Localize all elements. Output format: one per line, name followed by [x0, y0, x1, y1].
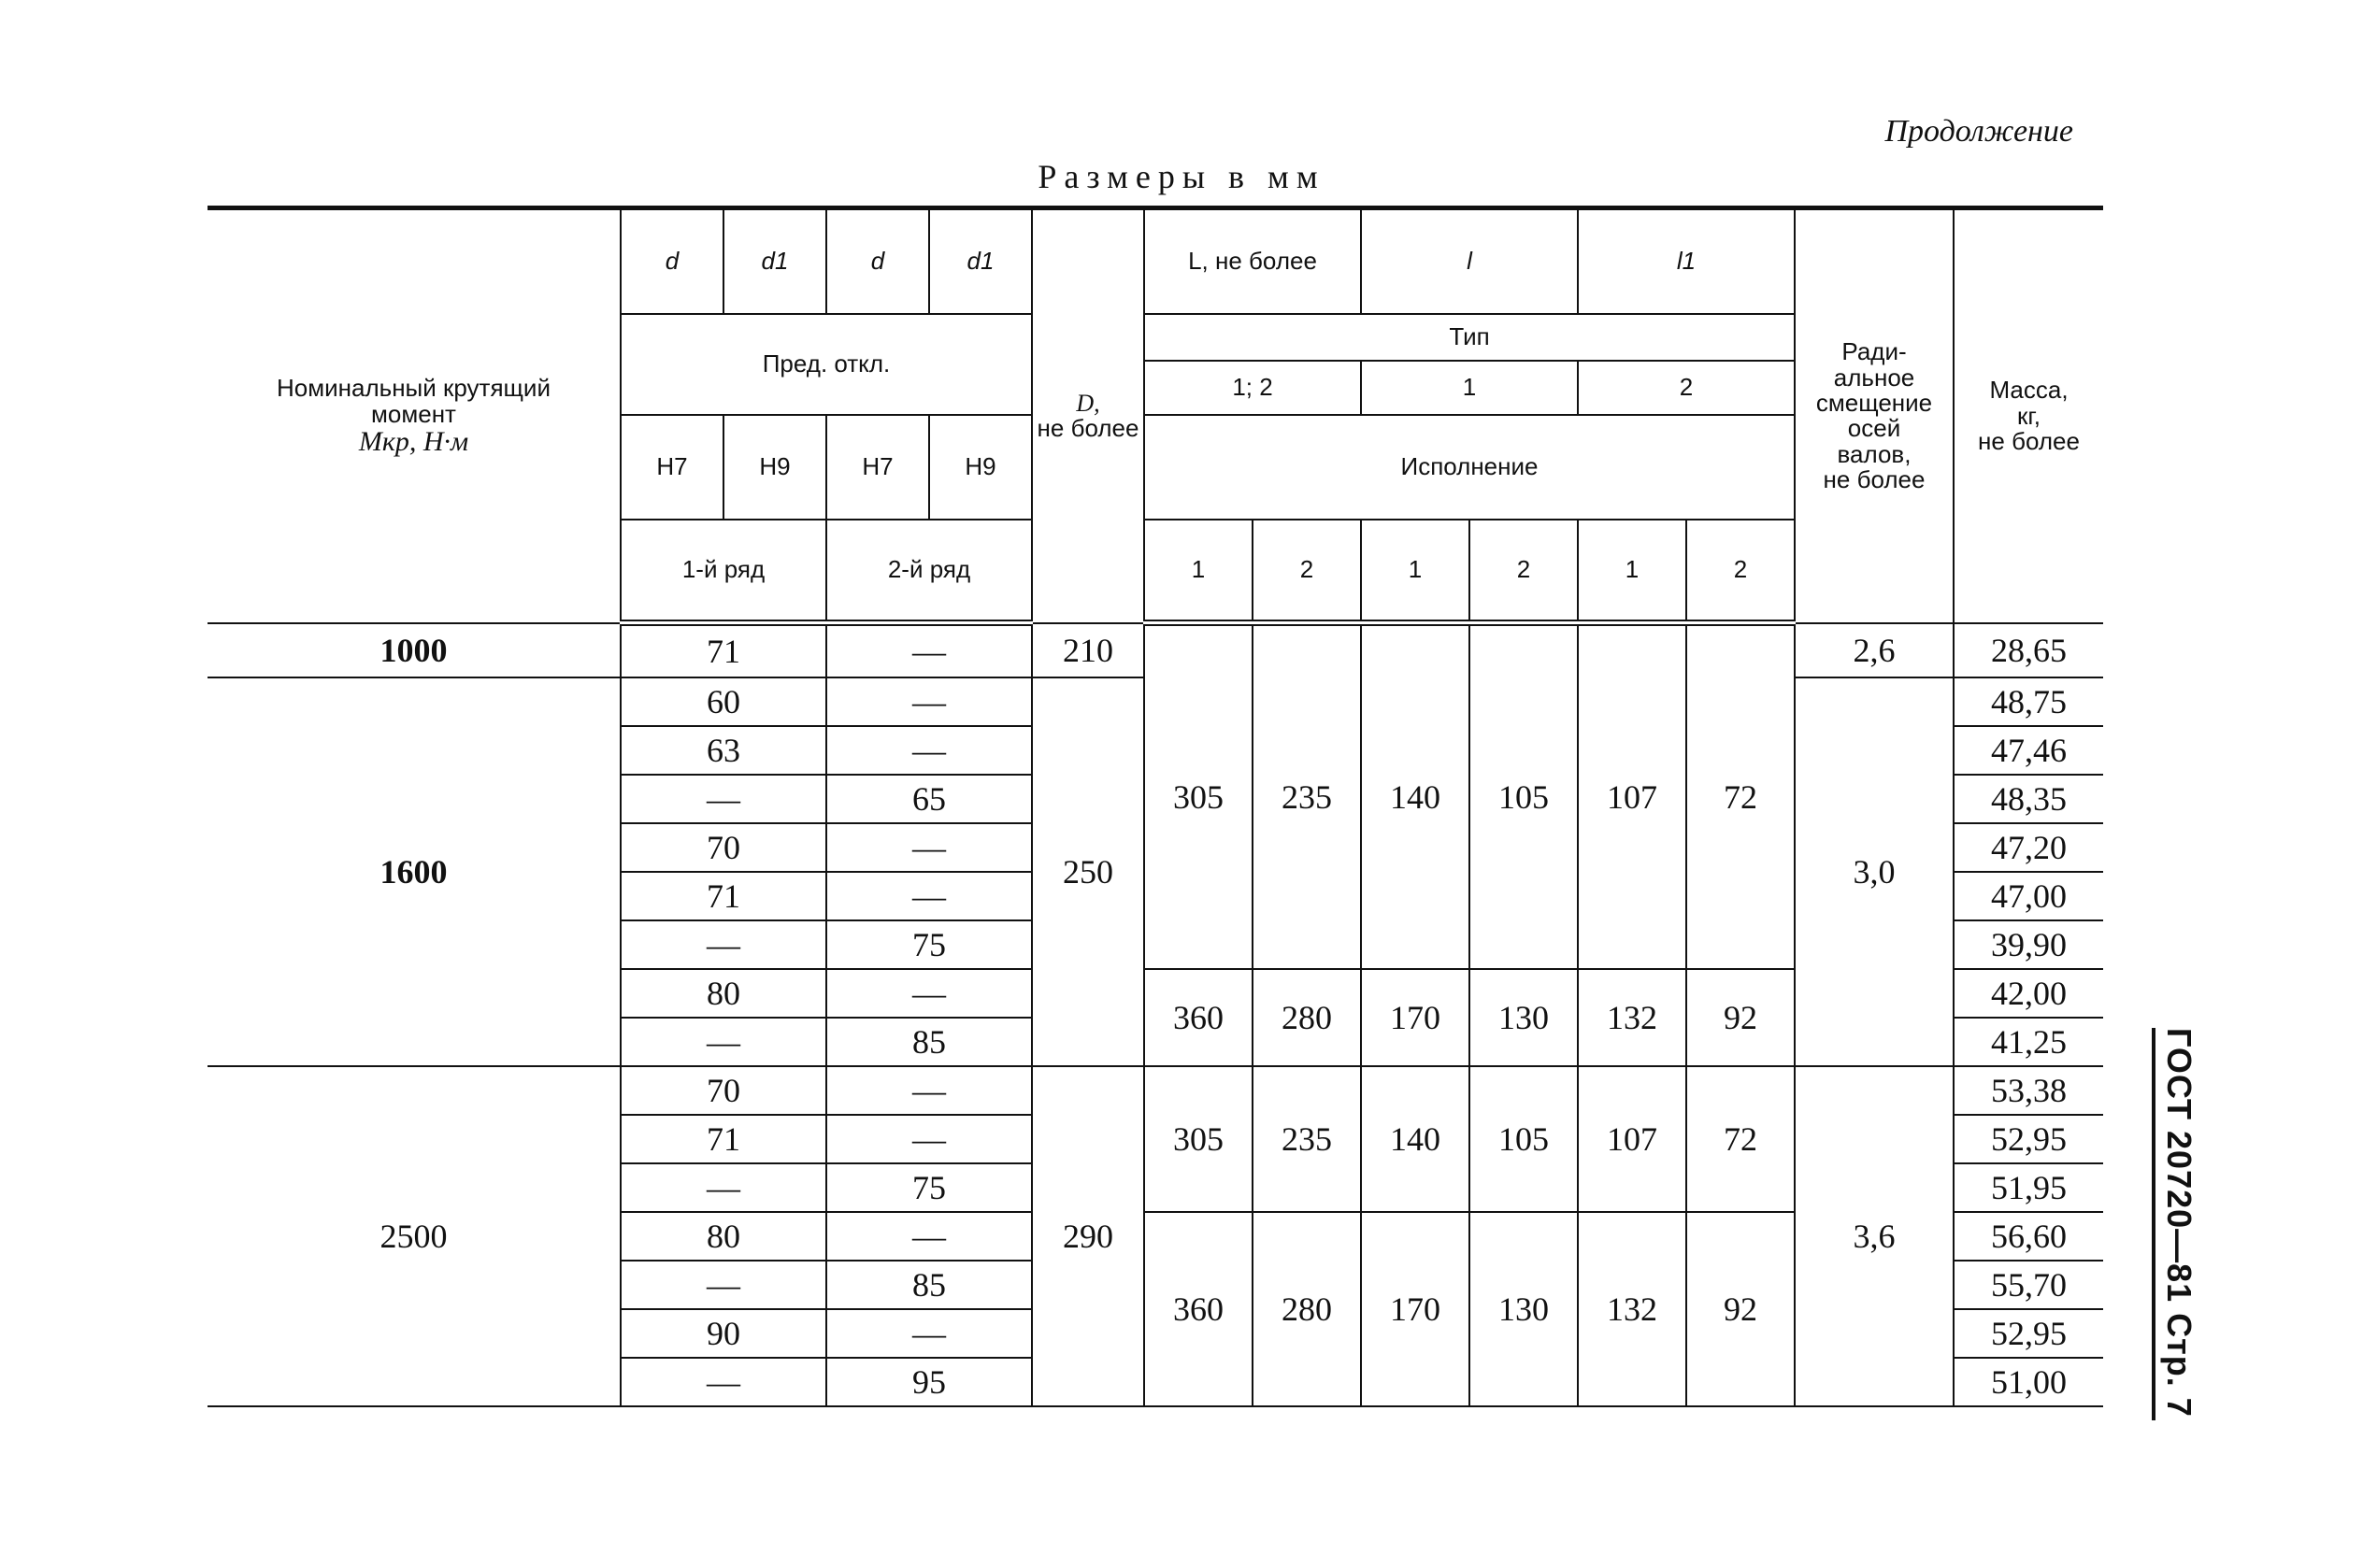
type-12: 1; 2: [1144, 361, 1361, 415]
l-2-cell: 105: [1469, 1066, 1578, 1212]
L2-cell: 235: [1253, 623, 1361, 970]
d-row2-cell: —: [826, 726, 1032, 775]
type-2: 2: [1578, 361, 1795, 415]
d-row1-cell: 71: [621, 1115, 826, 1163]
l-2-cell: 105: [1469, 623, 1578, 970]
d-row1-cell: 70: [621, 1066, 826, 1115]
ex-2: 2: [1253, 520, 1361, 623]
l1-1-cell: 107: [1578, 623, 1686, 970]
d1-header-b: d1: [929, 208, 1032, 315]
h7-header-b: H7: [826, 415, 929, 520]
d-row2-cell: 85: [826, 1261, 1032, 1309]
ex-4: 2: [1469, 520, 1578, 623]
d-row1-cell: 71: [621, 623, 826, 678]
h9-header: H9: [723, 415, 826, 520]
mass-cell: 55,70: [1954, 1261, 2103, 1309]
tolerance-header: Пред. откл.: [621, 314, 1032, 415]
d-row1-cell: —: [621, 920, 826, 969]
mass-cell: 53,38: [1954, 1066, 2103, 1115]
torque-header: Номинальный крутящий момент Мкр, Н·м: [208, 208, 621, 623]
l-1-cell: 140: [1361, 623, 1469, 970]
L1-cell: 305: [1144, 1066, 1253, 1212]
d1-header: d1: [723, 208, 826, 315]
d-row2-cell: —: [826, 623, 1032, 678]
mass-header: Масса, кг, не более: [1954, 208, 2103, 623]
mass-cell: 41,25: [1954, 1018, 2103, 1066]
mass-cell: 47,46: [1954, 726, 2103, 775]
l-1-cell: 170: [1361, 969, 1469, 1066]
d-row2-cell: —: [826, 1115, 1032, 1163]
l-header: l: [1361, 208, 1578, 315]
ex-6: 2: [1686, 520, 1795, 623]
l1-2-cell: 92: [1686, 969, 1795, 1066]
mass-cell: 52,95: [1954, 1309, 2103, 1358]
mass-cell: 39,90: [1954, 920, 2103, 969]
d-row1-cell: 71: [621, 872, 826, 920]
mass-cell: 28,65: [1954, 623, 2103, 678]
d-row1-cell: 80: [621, 969, 826, 1018]
table-row: [208, 1066, 2103, 1115]
l1-1-cell: 132: [1578, 1212, 1686, 1406]
d-row1-cell: 80: [621, 1212, 826, 1261]
table-caption: Размеры в мм: [1038, 158, 1325, 195]
d-row2-cell: 75: [826, 1163, 1032, 1212]
ex-5: 1: [1578, 520, 1686, 623]
radial-cell: 2,6: [1795, 623, 1954, 678]
L1-cell: 360: [1144, 1212, 1253, 1406]
d-row2-cell: —: [826, 677, 1032, 726]
l1-1-cell: 132: [1578, 969, 1686, 1066]
l-2-cell: 130: [1469, 1212, 1578, 1406]
d-row1-cell: —: [621, 1358, 826, 1406]
L2-cell: 280: [1253, 1212, 1361, 1406]
d-row2-cell: —: [826, 872, 1032, 920]
L1-cell: 360: [1144, 969, 1253, 1066]
d-row2-cell: —: [826, 1066, 1032, 1115]
L2-cell: 280: [1253, 969, 1361, 1066]
mass-cell: 47,00: [1954, 872, 2103, 920]
d-row1-cell: —: [621, 1163, 826, 1212]
d-row2-cell: —: [826, 1212, 1032, 1261]
radial-cell: 3,0: [1795, 677, 1954, 1066]
l-1-cell: 140: [1361, 1066, 1469, 1212]
ex-3: 1: [1361, 520, 1469, 623]
torque-cell: 1600: [208, 677, 621, 1066]
d-row2-cell: 75: [826, 920, 1032, 969]
L-header: L, не более: [1144, 208, 1361, 315]
table-row: [208, 623, 2103, 678]
h7-header: H7: [621, 415, 723, 520]
d-row2-cell: 65: [826, 775, 1032, 823]
torque-cell: 1000: [208, 623, 621, 678]
l1-1-cell: 107: [1578, 1066, 1686, 1212]
d-row2-cell: 85: [826, 1018, 1032, 1066]
d-row2-cell: —: [826, 1309, 1032, 1358]
row1-header: 1-й ряд: [621, 520, 826, 623]
radial-cell: 3,6: [1795, 1066, 1954, 1406]
d-header-b: d: [826, 208, 929, 315]
d-row2-cell: —: [826, 823, 1032, 872]
mass-cell: 48,75: [1954, 677, 2103, 726]
d-row1-cell: 63: [621, 726, 826, 775]
type-1: 1: [1361, 361, 1578, 415]
d-row1-cell: 90: [621, 1309, 826, 1358]
mass-cell: 48,35: [1954, 775, 2103, 823]
l1-2-cell: 92: [1686, 1212, 1795, 1406]
l1-2-cell: 72: [1686, 623, 1795, 970]
ex-1: 1: [1144, 520, 1253, 623]
d-row2-cell: 95: [826, 1358, 1032, 1406]
standard-stamp-text: ГОСТ 20720—81 Стр. 7: [2160, 1028, 2198, 1418]
d-row1-cell: 70: [621, 823, 826, 872]
l-2-cell: 130: [1469, 969, 1578, 1066]
L2-cell: 235: [1253, 1066, 1361, 1212]
dimensions-table: [208, 206, 2103, 1407]
radial-header: Ради- альное смещение осей валов, не более: [1795, 208, 1954, 623]
standard-stamp: [2152, 1028, 2212, 1420]
h9-header-b: H9: [929, 415, 1032, 520]
d-row1-cell: —: [621, 1018, 826, 1066]
d-row2-cell: —: [826, 969, 1032, 1018]
L1-cell: 305: [1144, 623, 1253, 970]
mass-cell: 52,95: [1954, 1115, 2103, 1163]
D-cell: 210: [1032, 623, 1144, 678]
d-header: d: [621, 208, 723, 315]
d-row1-cell: —: [621, 775, 826, 823]
mass-cell: 51,95: [1954, 1163, 2103, 1212]
D-cell: 250: [1032, 677, 1144, 1066]
d-row1-cell: —: [621, 1261, 826, 1309]
mass-cell: 47,20: [1954, 823, 2103, 872]
execution-header: Исполнение: [1144, 415, 1795, 520]
D-header: D, не более: [1032, 208, 1144, 623]
l1-2-cell: 72: [1686, 1066, 1795, 1212]
D-cell: 290: [1032, 1066, 1144, 1406]
mass-cell: 56,60: [1954, 1212, 2103, 1261]
l1-header: l1: [1578, 208, 1795, 315]
continuation-label: Продолжение: [1884, 114, 2073, 149]
d-row1-cell: 60: [621, 677, 826, 726]
torque-cell: 2500: [208, 1066, 621, 1406]
type-header: Тип: [1144, 314, 1795, 361]
mass-cell: 42,00: [1954, 969, 2103, 1018]
row2-header: 2-й ряд: [826, 520, 1032, 623]
mass-cell: 51,00: [1954, 1358, 2103, 1406]
l-1-cell: 170: [1361, 1212, 1469, 1406]
